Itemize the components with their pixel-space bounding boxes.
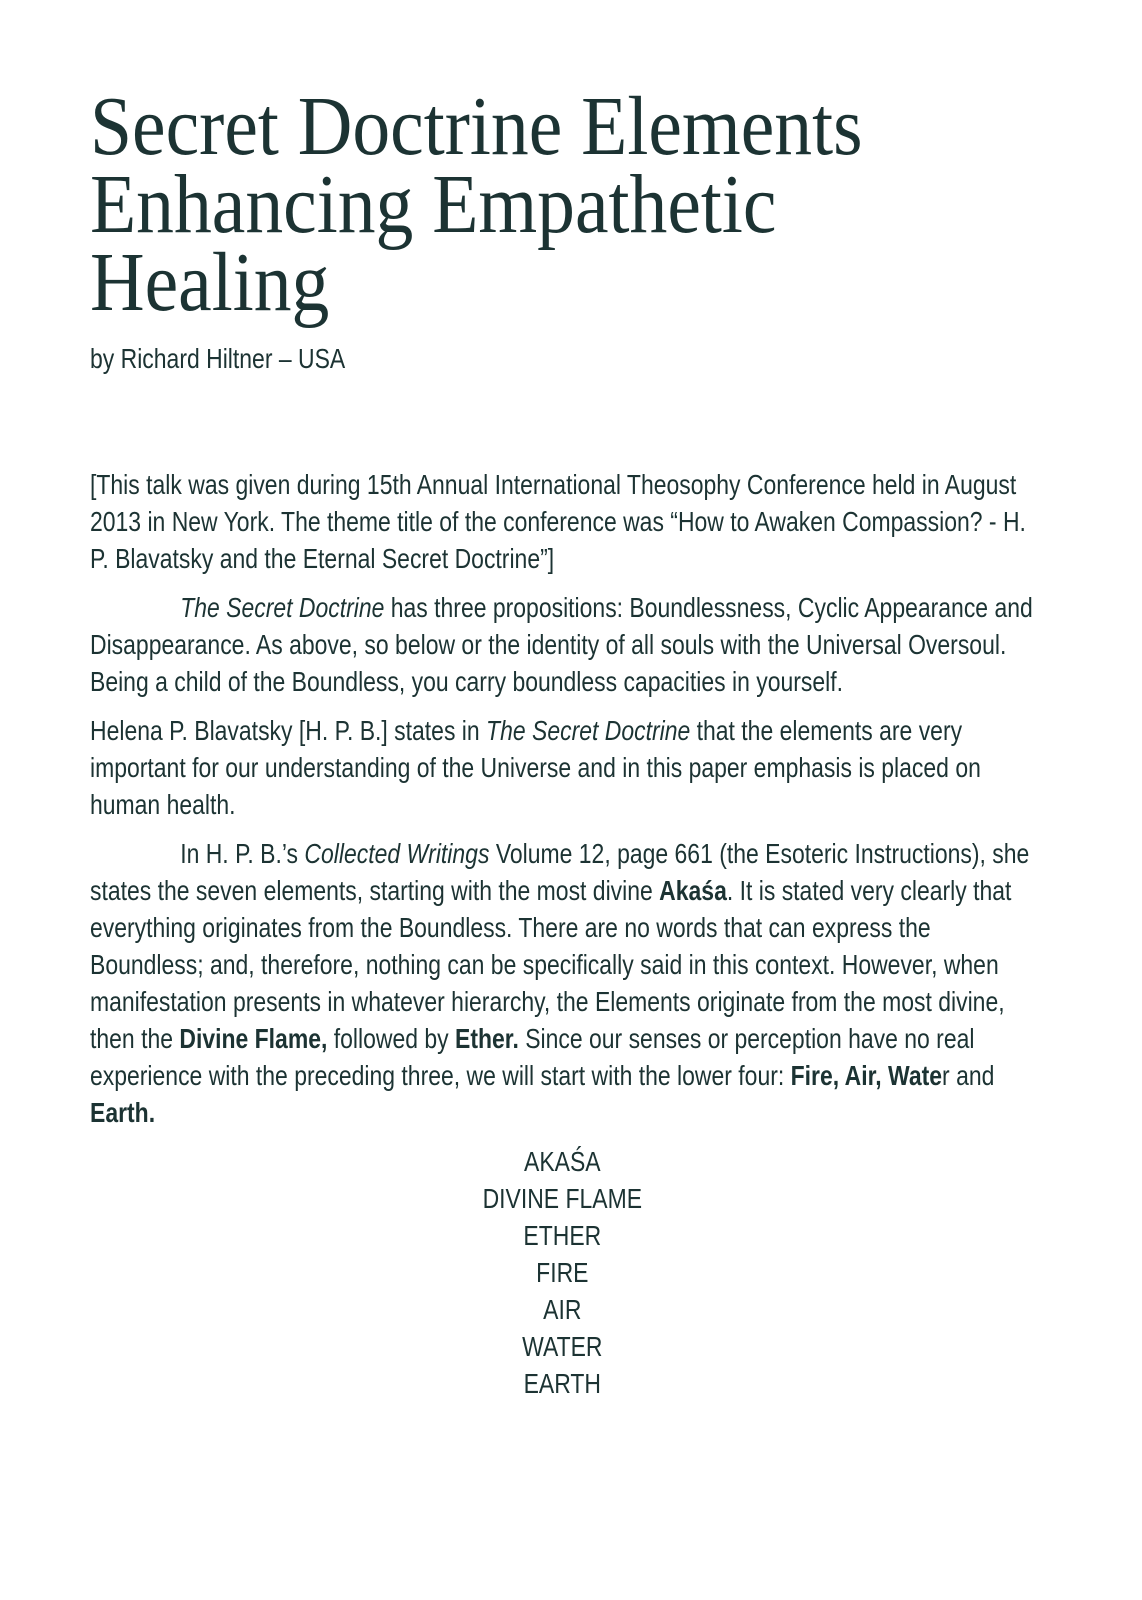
text-segment: Since our senses or perception have no real experience with the preceding three, we will start with the lower four: bbox=[90, 1023, 975, 1091]
elements-list bbox=[90, 1143, 1035, 1402]
italic-text: The Secret Doctrine bbox=[486, 715, 691, 746]
bold-text: Fire, Air, bbox=[790, 1060, 882, 1091]
text-segment: [This talk was given during 15th Annual International Theosophy Conference held in August 2013 in New York. The theme title of the conference was “How to Awaken Compassion? - H. P. Blavatsky and the Eternal Secret Doctrine”] bbox=[90, 469, 1026, 574]
text-segment: Volume 12, page 661 (the Esoteric Instructions), she states the seven elements, starting with the most divine bbox=[90, 838, 1030, 906]
element-list-item: AIR bbox=[543, 1294, 582, 1325]
italic-text: The Secret Doctrine bbox=[180, 592, 385, 623]
paragraph-blavatsky-elements bbox=[90, 712, 1035, 823]
text-segment: followed by bbox=[327, 1023, 456, 1054]
paragraph-three-propositions bbox=[90, 589, 1035, 700]
text-segment: has three propositions: Boundlessness, Cyclic Appearance and Disappearance. As above, so below or the identity of all souls with the Universal Oversoul. Being a child of the Boundless, you carry boundless capacities in yourself. bbox=[90, 592, 1033, 697]
bold-text: Akaśa bbox=[659, 875, 727, 906]
text-segment: Helena P. Blavatsky [H. P. B.] states in bbox=[90, 715, 487, 746]
article-body bbox=[90, 340, 1035, 1402]
title-line: Healing bbox=[90, 236, 330, 329]
element-list-item: WATER bbox=[522, 1331, 603, 1362]
element-list-item: AKAŚA bbox=[524, 1146, 601, 1177]
element-list-item: FIRE bbox=[536, 1257, 589, 1288]
byline: by Richard Hiltner – USA bbox=[90, 343, 346, 374]
text-segment: r and bbox=[942, 1060, 995, 1091]
paragraph-collected-writings bbox=[90, 835, 1035, 1131]
bold-text: Divine Flame, bbox=[179, 1023, 328, 1054]
italic-text: Collected Writings bbox=[304, 838, 490, 869]
bold-text: Wate bbox=[888, 1060, 943, 1091]
element-list-item: EARTH bbox=[523, 1368, 602, 1399]
title-line: Enhancing Empathetic bbox=[90, 158, 777, 251]
element-list-item: DIVINE FLAME bbox=[482, 1183, 643, 1214]
text-segment: In H. P. B.’s bbox=[180, 838, 305, 869]
article-title bbox=[90, 80, 1098, 329]
text-segment: . It is stated very clearly that everything originates from the Boundless. There are no words that can express the Boundless; and, therefore, nothing can be specifically said in this context. However, when manifestation presents in whatever hierarchy, the Elements originate from the most divine, then the bbox=[90, 875, 1012, 1054]
paragraph-conference-note bbox=[90, 466, 1035, 577]
text-segment: that the elements are very important for our understanding of the Universe and in this paper emphasis is placed on human health. bbox=[90, 715, 981, 820]
bold-text: Earth. bbox=[90, 1097, 156, 1128]
element-list-item: ETHER bbox=[523, 1220, 602, 1251]
title-line: Secret Doctrine Elements bbox=[90, 80, 863, 173]
bold-text: Ether. bbox=[455, 1023, 519, 1054]
